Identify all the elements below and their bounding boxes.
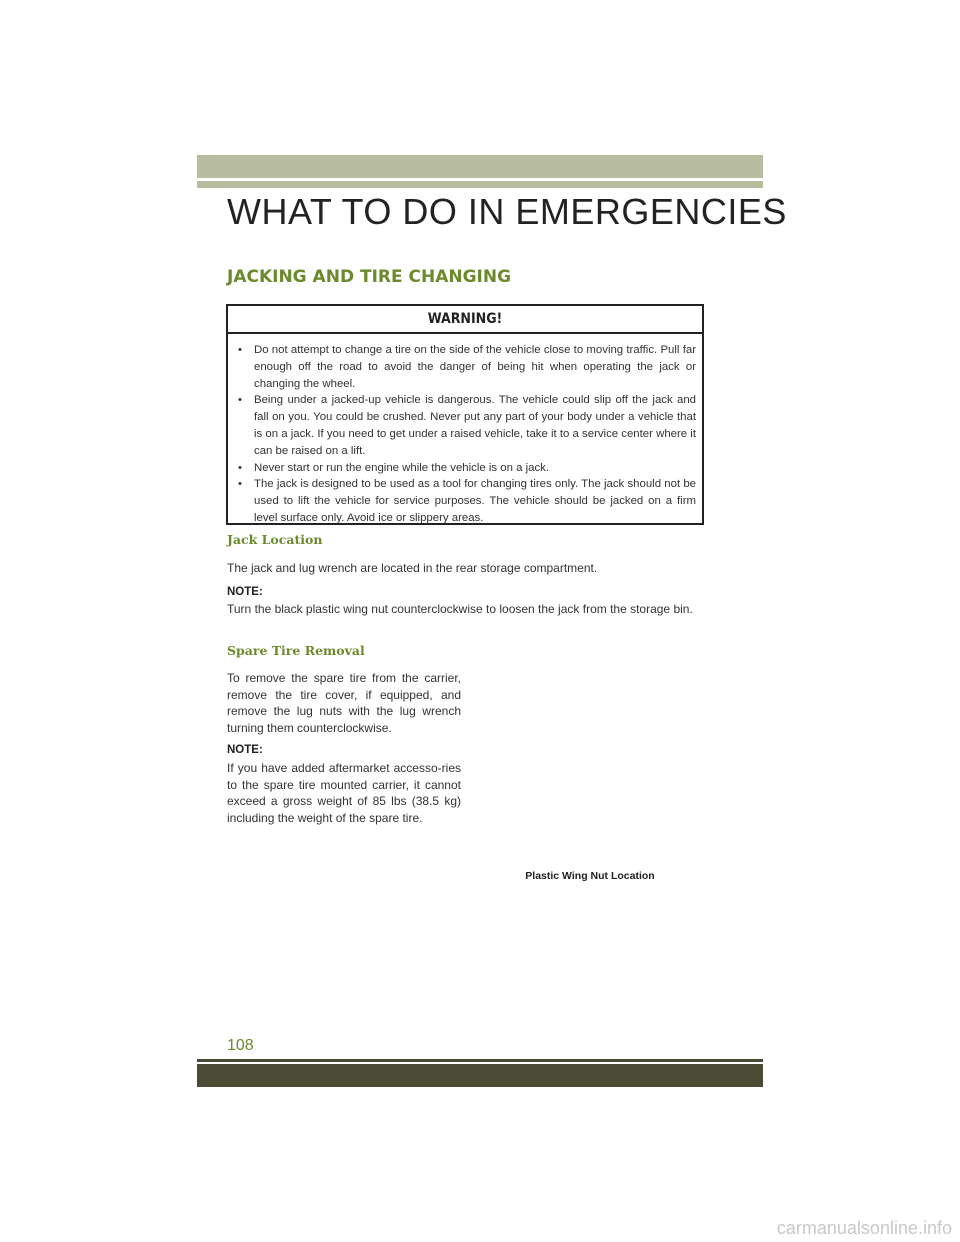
footer-divider	[197, 1059, 763, 1062]
bullet-icon: •	[238, 478, 242, 491]
warning-item-text: The jack is designed to be used as a tool for changing tires only. The jack should not be used to lift the vehicle for service purposes. The vehicle should be jacked on a firm level surface only. Avoid ice or slippery areas.	[254, 478, 696, 524]
jack-location-text: The jack and lug wrench are located in the rear storage compartment.	[227, 561, 598, 575]
header-divider	[197, 181, 763, 188]
section-title: WHAT TO DO IN EMERGENCIES	[227, 191, 787, 232]
page-heading: JACKING AND TIRE CHANGING	[227, 267, 512, 287]
warning-item	[234, 342, 696, 392]
warning-item-text: Do not attempt to change a tire on the side of the vehicle close to moving traffic. Pull far enough off the road to avoid the danger of being hit when operating the jack or changing the wheel.	[254, 344, 696, 390]
spare-tire-removal-text: To remove the spare tire from the carrier, remove the tire cover, if equipped, and remove the lug nuts with the lug wrench turning them counterclockwise.	[227, 671, 461, 736]
warning-item	[234, 476, 696, 526]
spare-tire-note-label: NOTE:	[227, 744, 263, 756]
bullet-icon: •	[238, 344, 242, 356]
warning-item	[234, 392, 696, 459]
page-number: 108	[227, 1037, 254, 1054]
figure-caption: Plastic Wing Nut Location	[525, 870, 655, 882]
warning-item-text: Never start or run the engine while the vehicle is on a jack.	[254, 461, 550, 474]
warning-box	[226, 304, 704, 525]
jack-location-note-text: Turn the black plastic wing nut counterclockwise to loosen the jack from the storage bin.	[227, 602, 693, 616]
bullet-icon: •	[238, 394, 242, 407]
jack-location-note-label: NOTE:	[227, 586, 263, 598]
jack-location-heading: Jack Location	[227, 532, 323, 547]
footer-bar	[197, 1064, 763, 1087]
warning-list	[228, 334, 702, 527]
spare-tire-note-text: If you have added aftermarket accesso-ries to the spare tire mounted carrier, it cannot exceed a gross weight of 85 lbs (38.5 kg) including the weight of the spare tire.	[227, 761, 461, 826]
spare-tire-removal-heading: Spare Tire Removal	[227, 643, 365, 658]
warning-item-text: Being under a jacked-up vehicle is dangerous. The vehicle could slip off the jack and fall on you. You could be crushed. Never put any part of your body under a vehicle that is on a jack. If you need to get under a raised vehicle, take it to a service center where it can be raised on a lift.	[254, 394, 696, 457]
bullet-icon: •	[238, 461, 242, 474]
header-bar	[197, 155, 763, 178]
watermark: carmanualsonline.info	[776, 1218, 952, 1238]
warning-title: WARNING!	[228, 306, 702, 334]
warning-item	[234, 460, 696, 477]
